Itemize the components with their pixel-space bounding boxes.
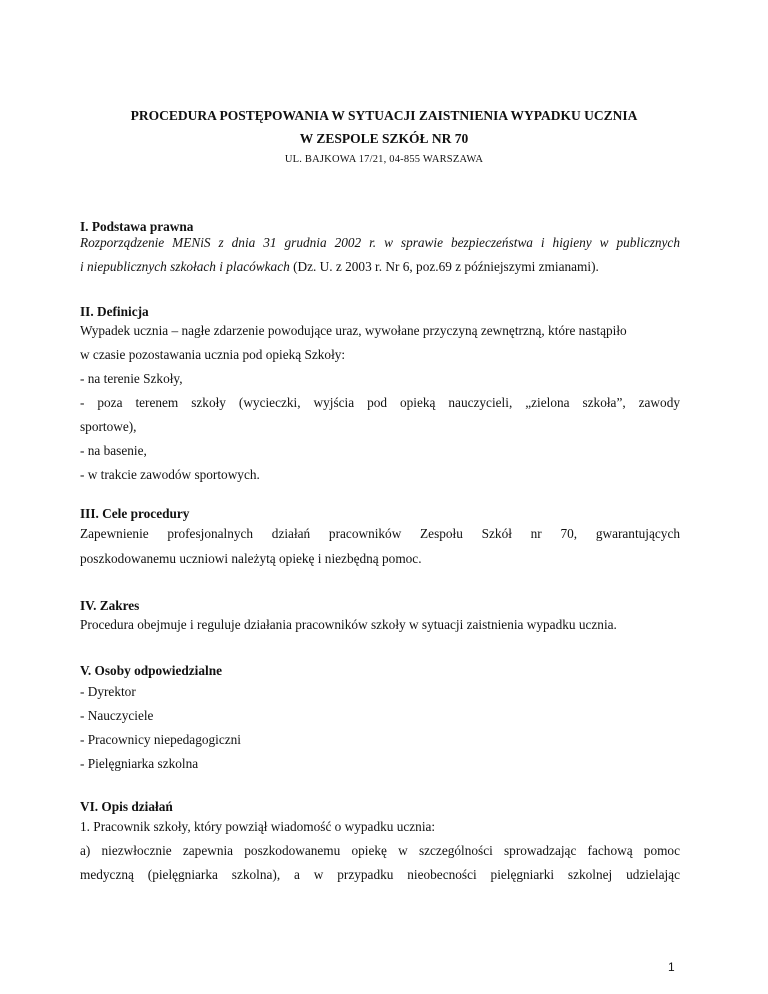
doc-address: UL. BAJKOWA 17/21, 04-855 WARSZAWA	[284, 154, 484, 165]
section-2-item2a: - poza terenem szkoły (wycieczki, wyjścia pod opieką nauczycieli, „zielona szkoła”, zawody	[80, 395, 680, 410]
section-1-line2	[80, 258, 680, 276]
section-3-line1: Zapewnienie profesjonalnych działań pracowników Zespołu Szkół nr 70, gwarantujących	[80, 526, 680, 541]
section-6-line2: a) niezwłocznie zapewnia poszkodowanemu opiekę w szczególności sprowadzając fachową pomoc	[80, 843, 680, 858]
section-5-item: - Pielęgniarka szkolna	[80, 756, 199, 771]
section-2-item2b: sportowe),	[80, 419, 137, 434]
section-5-item: - Dyrektor	[80, 684, 136, 699]
section-2-line2: w czasie pozostawania ucznia pod opieką Szkoły:	[80, 347, 346, 362]
section-5-heading: V. Osoby odpowiedzialne	[80, 663, 222, 678]
section-2-item1: - na terenie Szkoły,	[80, 371, 183, 386]
page-number: 1	[668, 960, 675, 974]
section-6-line3: medyczną (pielęgniarka szkolna), a w przypadku nieobecności pielęgniarki szkolnej udzielając	[80, 867, 680, 882]
section-2-heading: II. Definicja	[80, 304, 149, 319]
section-6-line1: 1. Pracownik szkoły, który powziął wiadomość o wypadku ucznia:	[80, 819, 436, 834]
section-1-line2-rest: (Dz. U. z 2003 r. Nr 6, poz.69 z późniejszymi zmianami).	[289, 259, 599, 274]
section-2-item4: - w trakcie zawodów sportowych.	[80, 467, 260, 482]
section-5-item: - Pracownicy niepedagogiczni	[80, 732, 241, 747]
doc-title-line1: PROCEDURA POSTĘPOWANIA W SYTUACJI ZAISTNIENIA WYPADKU UCZNIA	[130, 108, 638, 123]
section-4-line1: Procedura obejmuje i reguluje działania pracowników szkoły w sytuacji zaistnienia wypadku ucznia.	[80, 617, 617, 632]
section-1-line1: Rozporządzenie MENiS z dnia 31 grudnia 2002 r. w sprawie bezpieczeństwa i higieny w publicznych	[80, 235, 680, 250]
section-1-line2-italic: i niepublicznych szkołach i placówkach	[80, 259, 290, 274]
section-2-line1: Wypadek ucznia – nagłe zdarzenie powodujące uraz, wywołane przyczyną zewnętrzną, które nastąpiło	[80, 323, 627, 338]
section-4-heading: IV. Zakres	[80, 598, 140, 613]
section-5-item: - Nauczyciele	[80, 708, 154, 723]
section-3-line2: poszkodowanemu uczniowi należytą opiekę i niezbędną pomoc.	[80, 551, 422, 566]
section-6-heading: VI. Opis działań	[80, 799, 173, 814]
section-2-item3: - na basenie,	[80, 443, 147, 458]
section-3-heading: III. Cele procedury	[80, 506, 190, 521]
doc-title-line2: W ZESPOLE SZKÓŁ NR 70	[299, 131, 469, 146]
section-1-heading: I. Podstawa prawna	[80, 219, 194, 234]
